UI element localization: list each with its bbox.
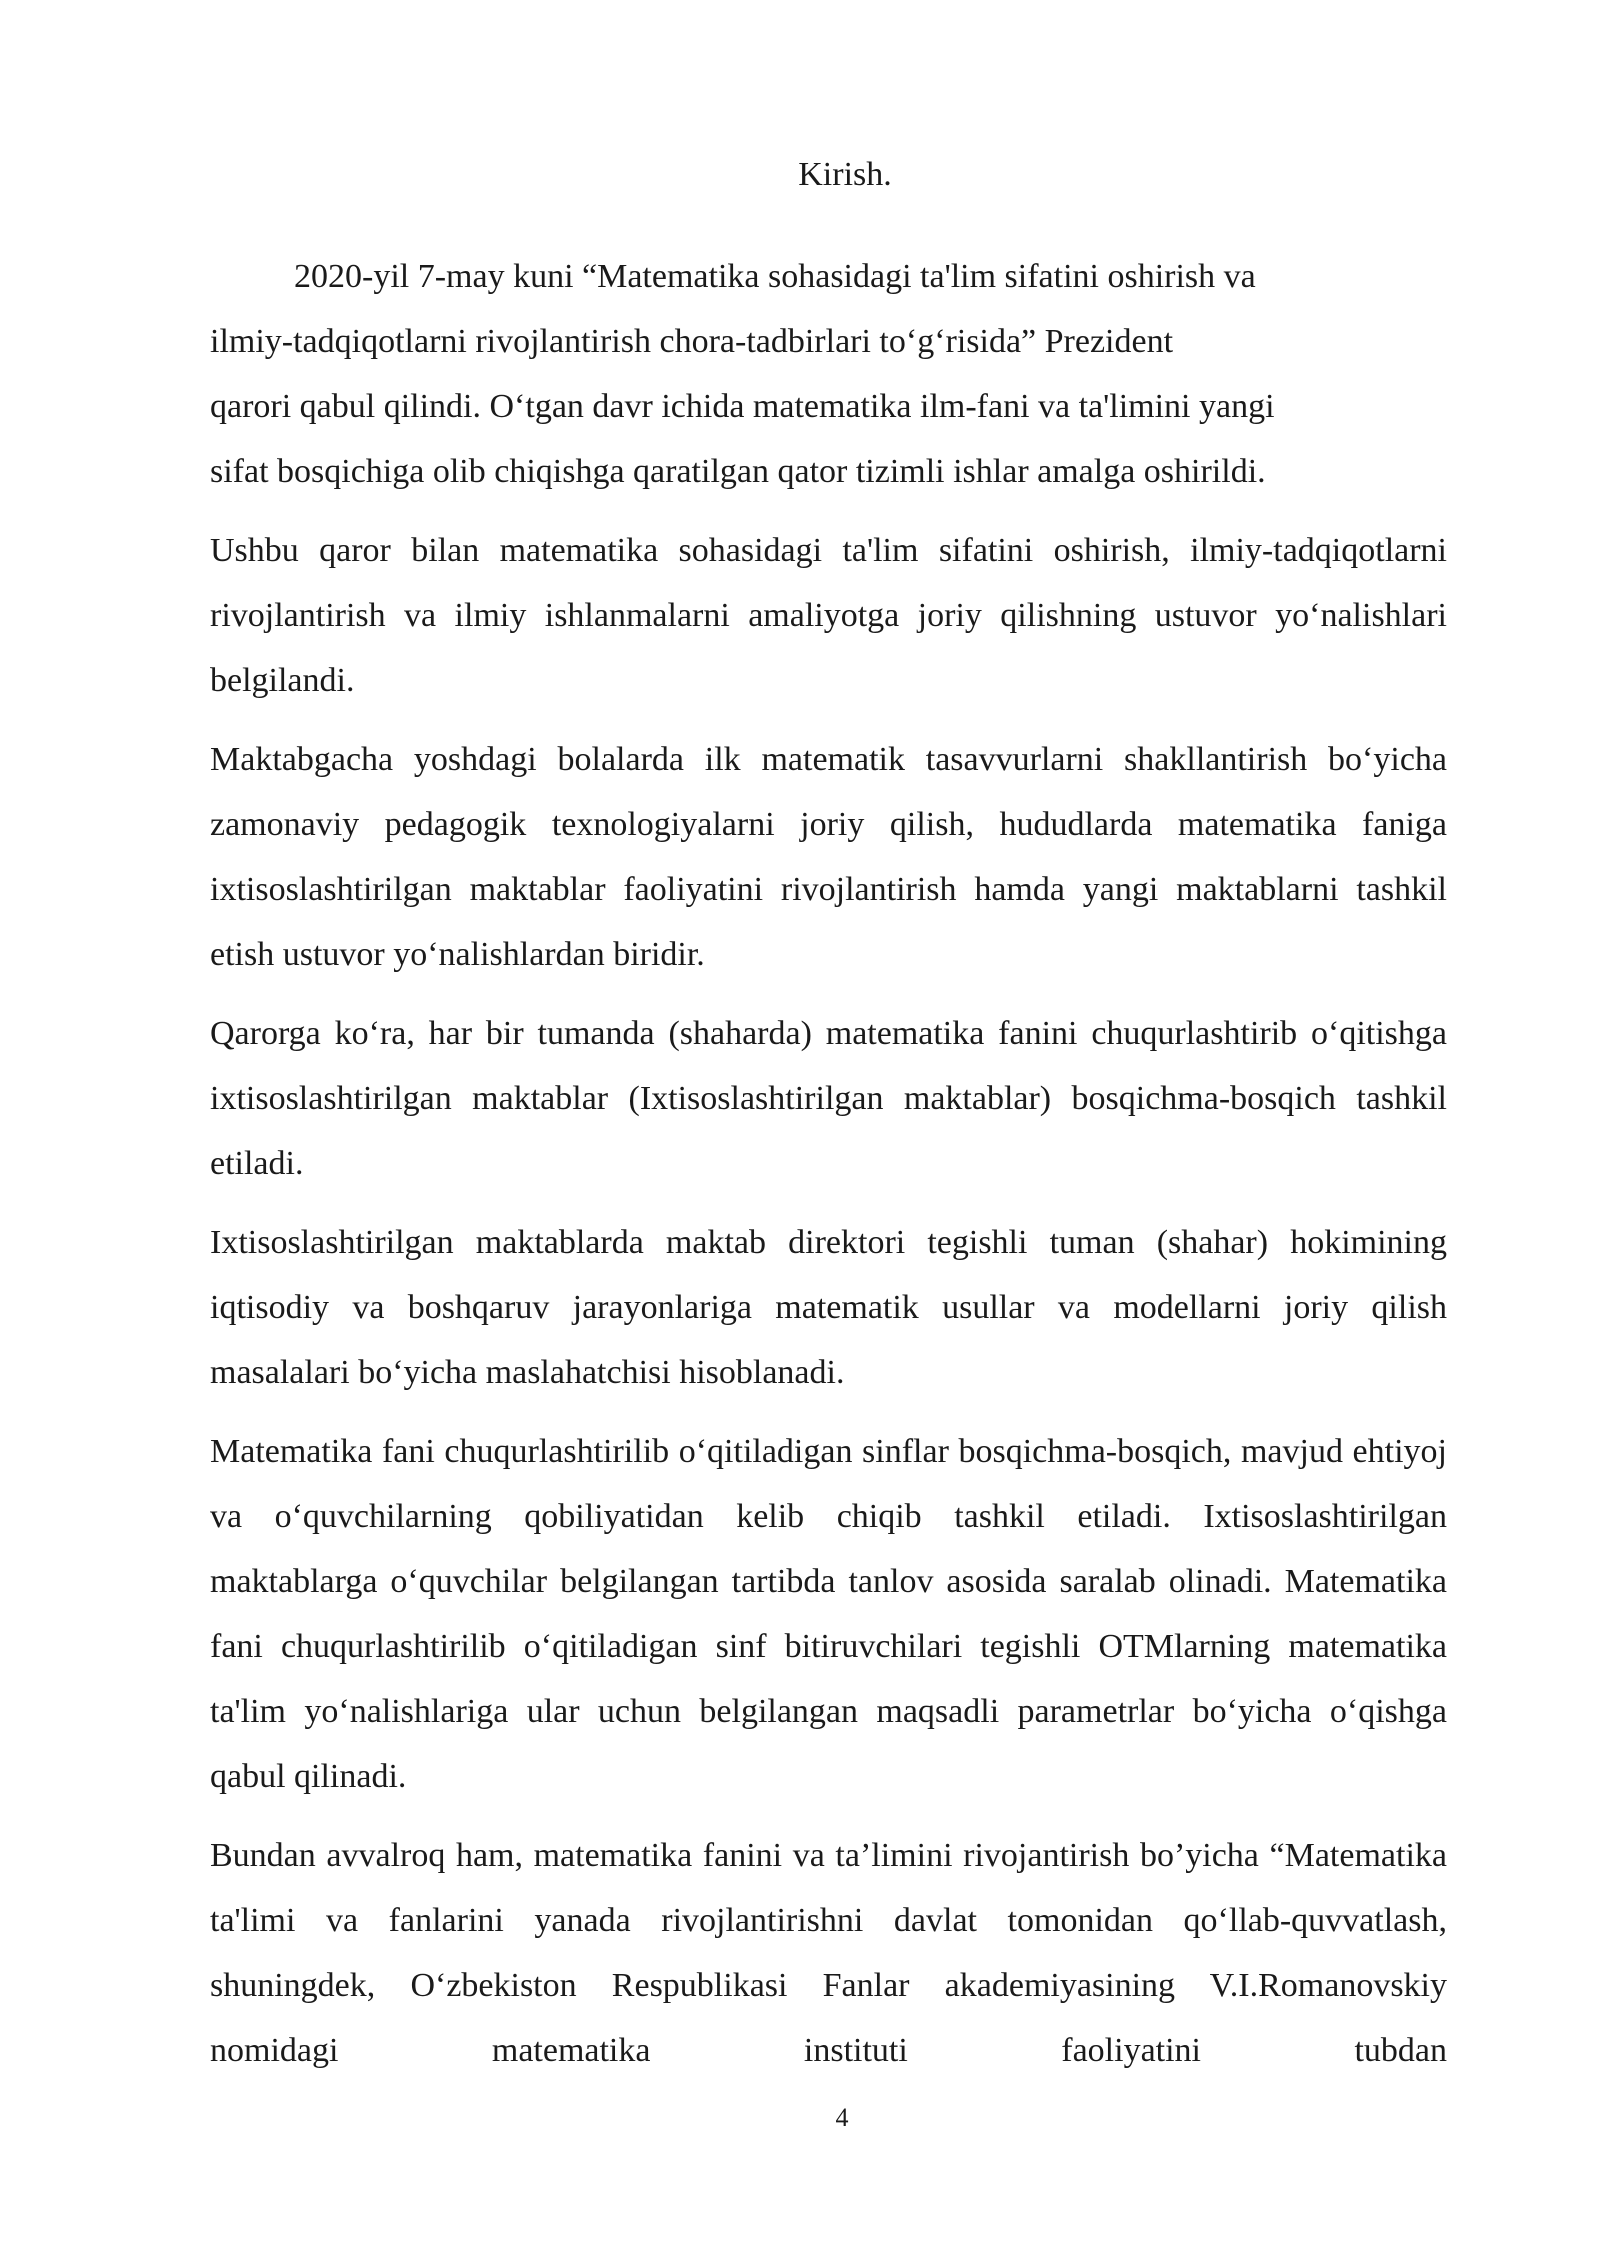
paragraph-earlier-decree: Bundan avvalroq ham, matematika fanini va ta’limini rivojantirish bo’yicha “Matematika ta'limi va fanlarini yanada rivojlantirishni davlat tomonidan qo‘llab-quvvatlash, shuningdek, O‘zbekiston Respublikasi Fanlar akademiyasining V.I.Romanovskiy nomidagi matematika instituti faoliyatini tubdan [210, 1837, 1447, 2069]
page-number: 4 [835, 2103, 849, 2132]
paragraph-priorities: Ushbu qaror bilan matematika sohasidagi ta'lim sifatini oshirish, ilmiy-tadqiqotlarni rivojlantirish va ilmiy ishlanmalarni amaliyotga joriy qilishning ustuvor yo‘nalishlari belgilandi. [210, 532, 1447, 699]
paragraph-preschool: Maktabgacha yoshdagi bolalarda ilk matematik tasavvurlarni shakllantirish bo‘yicha zamonaviy pedagogik texnologiyalarni joriy qilish, hududlarda matematika faniga ixtisoslashtirilgan maktablar faoliyatini rivojlantirish hamda yangi maktablarni tashkil etish ustuvor yo‘nalishlardan biridir. [210, 741, 1447, 973]
paragraph-districts: Qarorga ko‘ra, har bir tumanda (shaharda) matematika fanini chuqurlashtirib o‘qitishga ixtisoslashtirilgan maktablar (Ixtisoslashtirilgan maktablar) bosqichma-bosqich tashkil etiladi. [210, 1015, 1447, 1182]
intro-line-1: 2020-yil 7-may kuni “Matematika sohasidagi ta'lim sifatini oshirish va [294, 258, 1256, 295]
page-title: Kirish. [798, 156, 892, 193]
paragraph-directors: Ixtisoslashtirilgan maktablarda maktab direktori tegishli tuman (shahar) hokimining iqtisodiy va boshqaruv jarayonlariga matematik usullar va modellarni joriy qilish masalalari bo‘yicha maslahatchisi hisoblanadi. [210, 1224, 1447, 1391]
intro-line-3: qarori qabul qilindi. O‘tgan davr ichida matematika ilm-fani va ta'limini yangi [210, 388, 1275, 425]
intro-line-2: ilmiy-tadqiqotlarni rivojlantirish chora-tadbirlari to‘g‘risida” Prezident [210, 323, 1174, 360]
document-body [210, 244, 1447, 2097]
paragraph-classes: Matematika fani chuqurlashtirilib o‘qitiladigan sinflar bosqichma-bosqich, mavjud ehtiyoj va o‘quvchilarning qobiliyatidan kelib chiqib tashkil etiladi. Ixtisoslashtirilgan maktablarga o‘quvchilar belgilangan tartibda tanlov asosida saralab olinadi. Matematika fani chuqurlashtirilib o‘qitiladigan sinf bitiruvchilari tegishli OTMlarning matematika ta'lim yo‘nalishlariga ular uchun belgilangan maqsadli parametrlar bo‘yicha o‘qishga qabul qilinadi. [210, 1433, 1447, 1795]
intro-paragraph [210, 244, 1447, 504]
intro-line-4: sifat bosqichiga olib chiqishga qaratilgan qator tizimli ishlar amalga oshirildi. [210, 453, 1266, 490]
